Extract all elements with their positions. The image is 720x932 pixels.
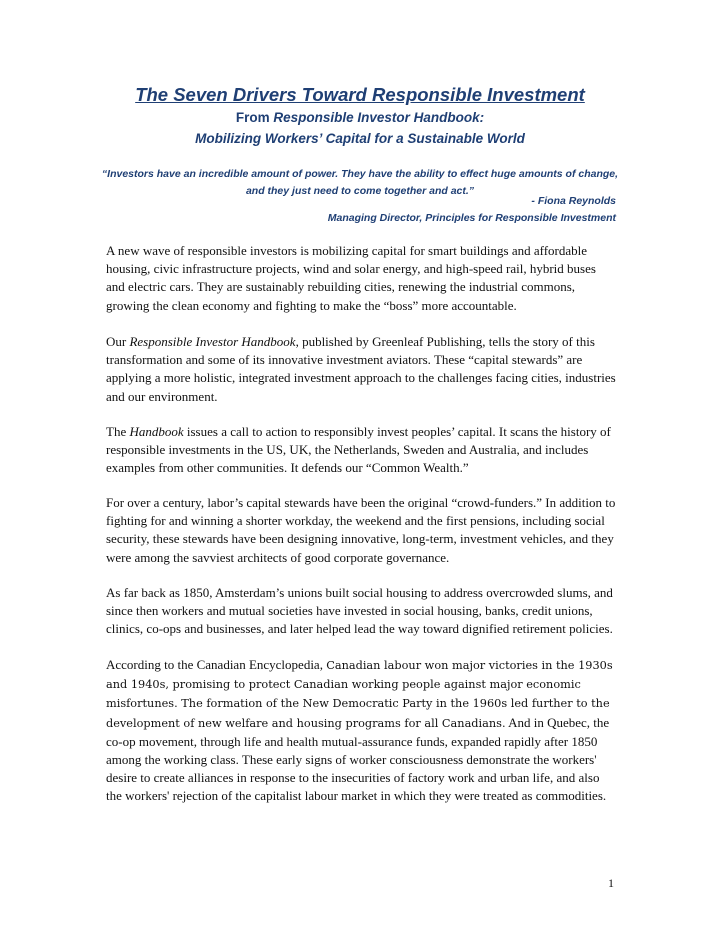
paragraph-text: , published by Greenleaf Publishing, tells the story of this transformation and some of its innovative investment aviators. These “capital stewards” are applying a more holistic, integrated investment approach to the challenges facing cities, industries and our environment. (106, 334, 616, 404)
subtitle-source (0, 110, 720, 125)
book-title-italic: Responsible Investor Handbook (129, 334, 296, 349)
page-number: 1 (608, 876, 614, 890)
body-paragraph (106, 423, 616, 478)
paragraph-text: issues a call to action to responsibly invest peoples’ capital. It scans the history of responsible investments in the US, UK, the Netherlands, Sweden and Australia, and includes examples from other communities. It defends our “Common Wealth.” (106, 424, 611, 476)
body-paragraph (106, 333, 616, 406)
encyclopedia-excerpt: Canadian labour won major victories in the 1930s and 1940s, promising to protect Canadian working people against major economic misfortunes. The formation of the New Democratic Party in the 1960s led further to the development of new welfare and housing programs for all Canadians. (106, 659, 613, 730)
subtitle-from: From (235, 110, 270, 125)
subtitle-book-subtitle: Mobilizing Workers’ Capital for a Sustainable World (195, 131, 525, 146)
subtitle-book-title: Responsible Investor Handbook: (273, 110, 485, 125)
book-title-italic: Handbook (129, 424, 184, 439)
paragraph-text: The (106, 424, 127, 439)
paragraph-text: And in Quebec, the co-op movement, through life and health mutual-assurance funds, expanded rapidly after 1850 among the working class. These early signs of worker consciousness demonstrate the workers' desire to create alliances in response to the insecurities of factory work and urban life, and also the workers' rejection of the capitalist labour market in which they were treated as commodities. (106, 714, 610, 804)
epigraph-quote: “Investors have an incredible amount of power. They have the ability to effect huge amounts of change, and they just need to come together and act.” (101, 168, 619, 197)
body-paragraph: For over a century, labor’s capital stewards have been the original “crowd-funders.” In addition to fighting for and winning a shorter workday, the weekend and the first pensions, including social security, these stewards have been designing innovative, long-term, investment vehicles, and they were among the savviest architects of good corporate governance. (106, 495, 616, 565)
body-paragraph: As far back as 1850, Amsterdam’s unions built social housing to address overcrowded slums, and since then workers and mutual societies have invested in social housing, banks, credit unions, clinics, co-ops and businesses, and later helped lead the way toward dignified retirement policies. (106, 585, 613, 637)
body-paragraph: A new wave of responsible investors is mobilizing capital for smart buildings and affordable housing, civic infrastructure projects, wind and solar energy, and high-speed rail, hybrid buses and electric cars. They are sustainably rebuilding cities, renewing the industrial commons, growing the clean economy and fighting to make the “boss” more accountable. (106, 243, 596, 313)
document-title: The Seven Drivers Toward Responsible Investment (135, 84, 585, 105)
body-paragraph (106, 656, 616, 806)
quote-author: - Fiona Reynolds (531, 195, 616, 207)
paragraph-text: According to the Canadian Encyclopedia, (106, 657, 323, 672)
paragraph-text: Our (106, 334, 127, 349)
quote-author-role: Managing Director, Principles for Responsible Investment (327, 212, 616, 224)
